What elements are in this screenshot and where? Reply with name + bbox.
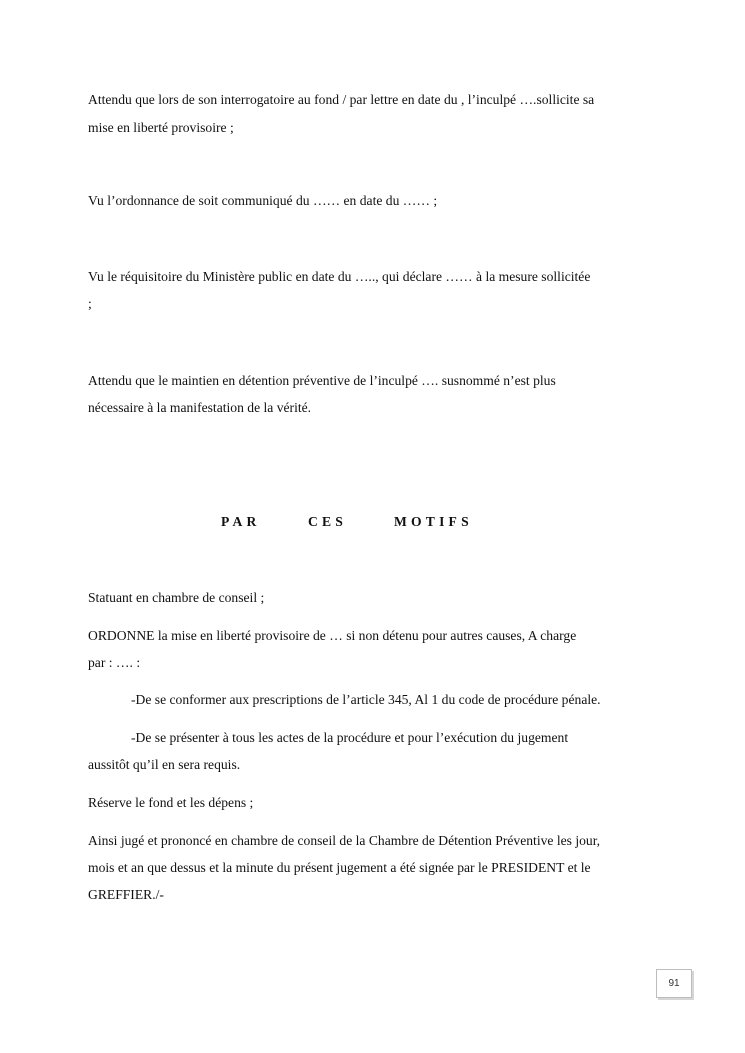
condition-line: -De se présenter à tous les actes de la procédure et pour l’exécution du jugement — [131, 730, 569, 745]
text-line: Vu le réquisitoire du Ministère public en date du ….., qui déclare …… à la mesure sollicitée — [88, 269, 591, 284]
text-line: Attendu que lors de son interrogatoire au fond / par lettre en date du , l’inculpé ….sollicite sa — [88, 92, 595, 107]
text-line: Attendu que le maintien en détention préventive de l’inculpé …. susnommé n’est plus — [88, 373, 556, 388]
reserve-line: Réserve le fond et les dépens ; — [88, 795, 254, 810]
heading-word-par: PAR — [221, 514, 261, 529]
ainsi-line: mois et an que dessus et la minute du présent jugement a été signée par le PRESIDENT et le — [88, 860, 591, 875]
page-number: 91 — [656, 969, 692, 998]
heading-word-ces: CES — [308, 514, 348, 529]
condition-line: aussitôt qu’il en sera requis. — [88, 757, 241, 772]
text-line: nécessaire à la manifestation de la vérité. — [88, 400, 312, 415]
ordonne-line: ORDONNE la mise en liberté provisoire de … si non détenu pour autres causes, A charge — [88, 628, 577, 643]
ainsi-line: GREFFIER./- — [88, 887, 164, 902]
condition-line: -De se conformer aux prescriptions de l’article 345, Al 1 du code de procédure pénale. — [131, 692, 601, 707]
heading-word-motifs: MOTIFS — [394, 514, 473, 529]
text-line: ; — [88, 296, 92, 311]
ordonne-line: par : …. : — [88, 655, 141, 670]
statuant-line: Statuant en chambre de conseil ; — [88, 590, 265, 605]
text-line: Vu l’ordonnance de soit communiqué du …… en date du …… ; — [88, 193, 438, 208]
text-line: mise en liberté provisoire ; — [88, 120, 234, 135]
ainsi-line: Ainsi jugé et prononcé en chambre de conseil de la Chambre de Détention Préventive les jour, — [88, 833, 601, 848]
